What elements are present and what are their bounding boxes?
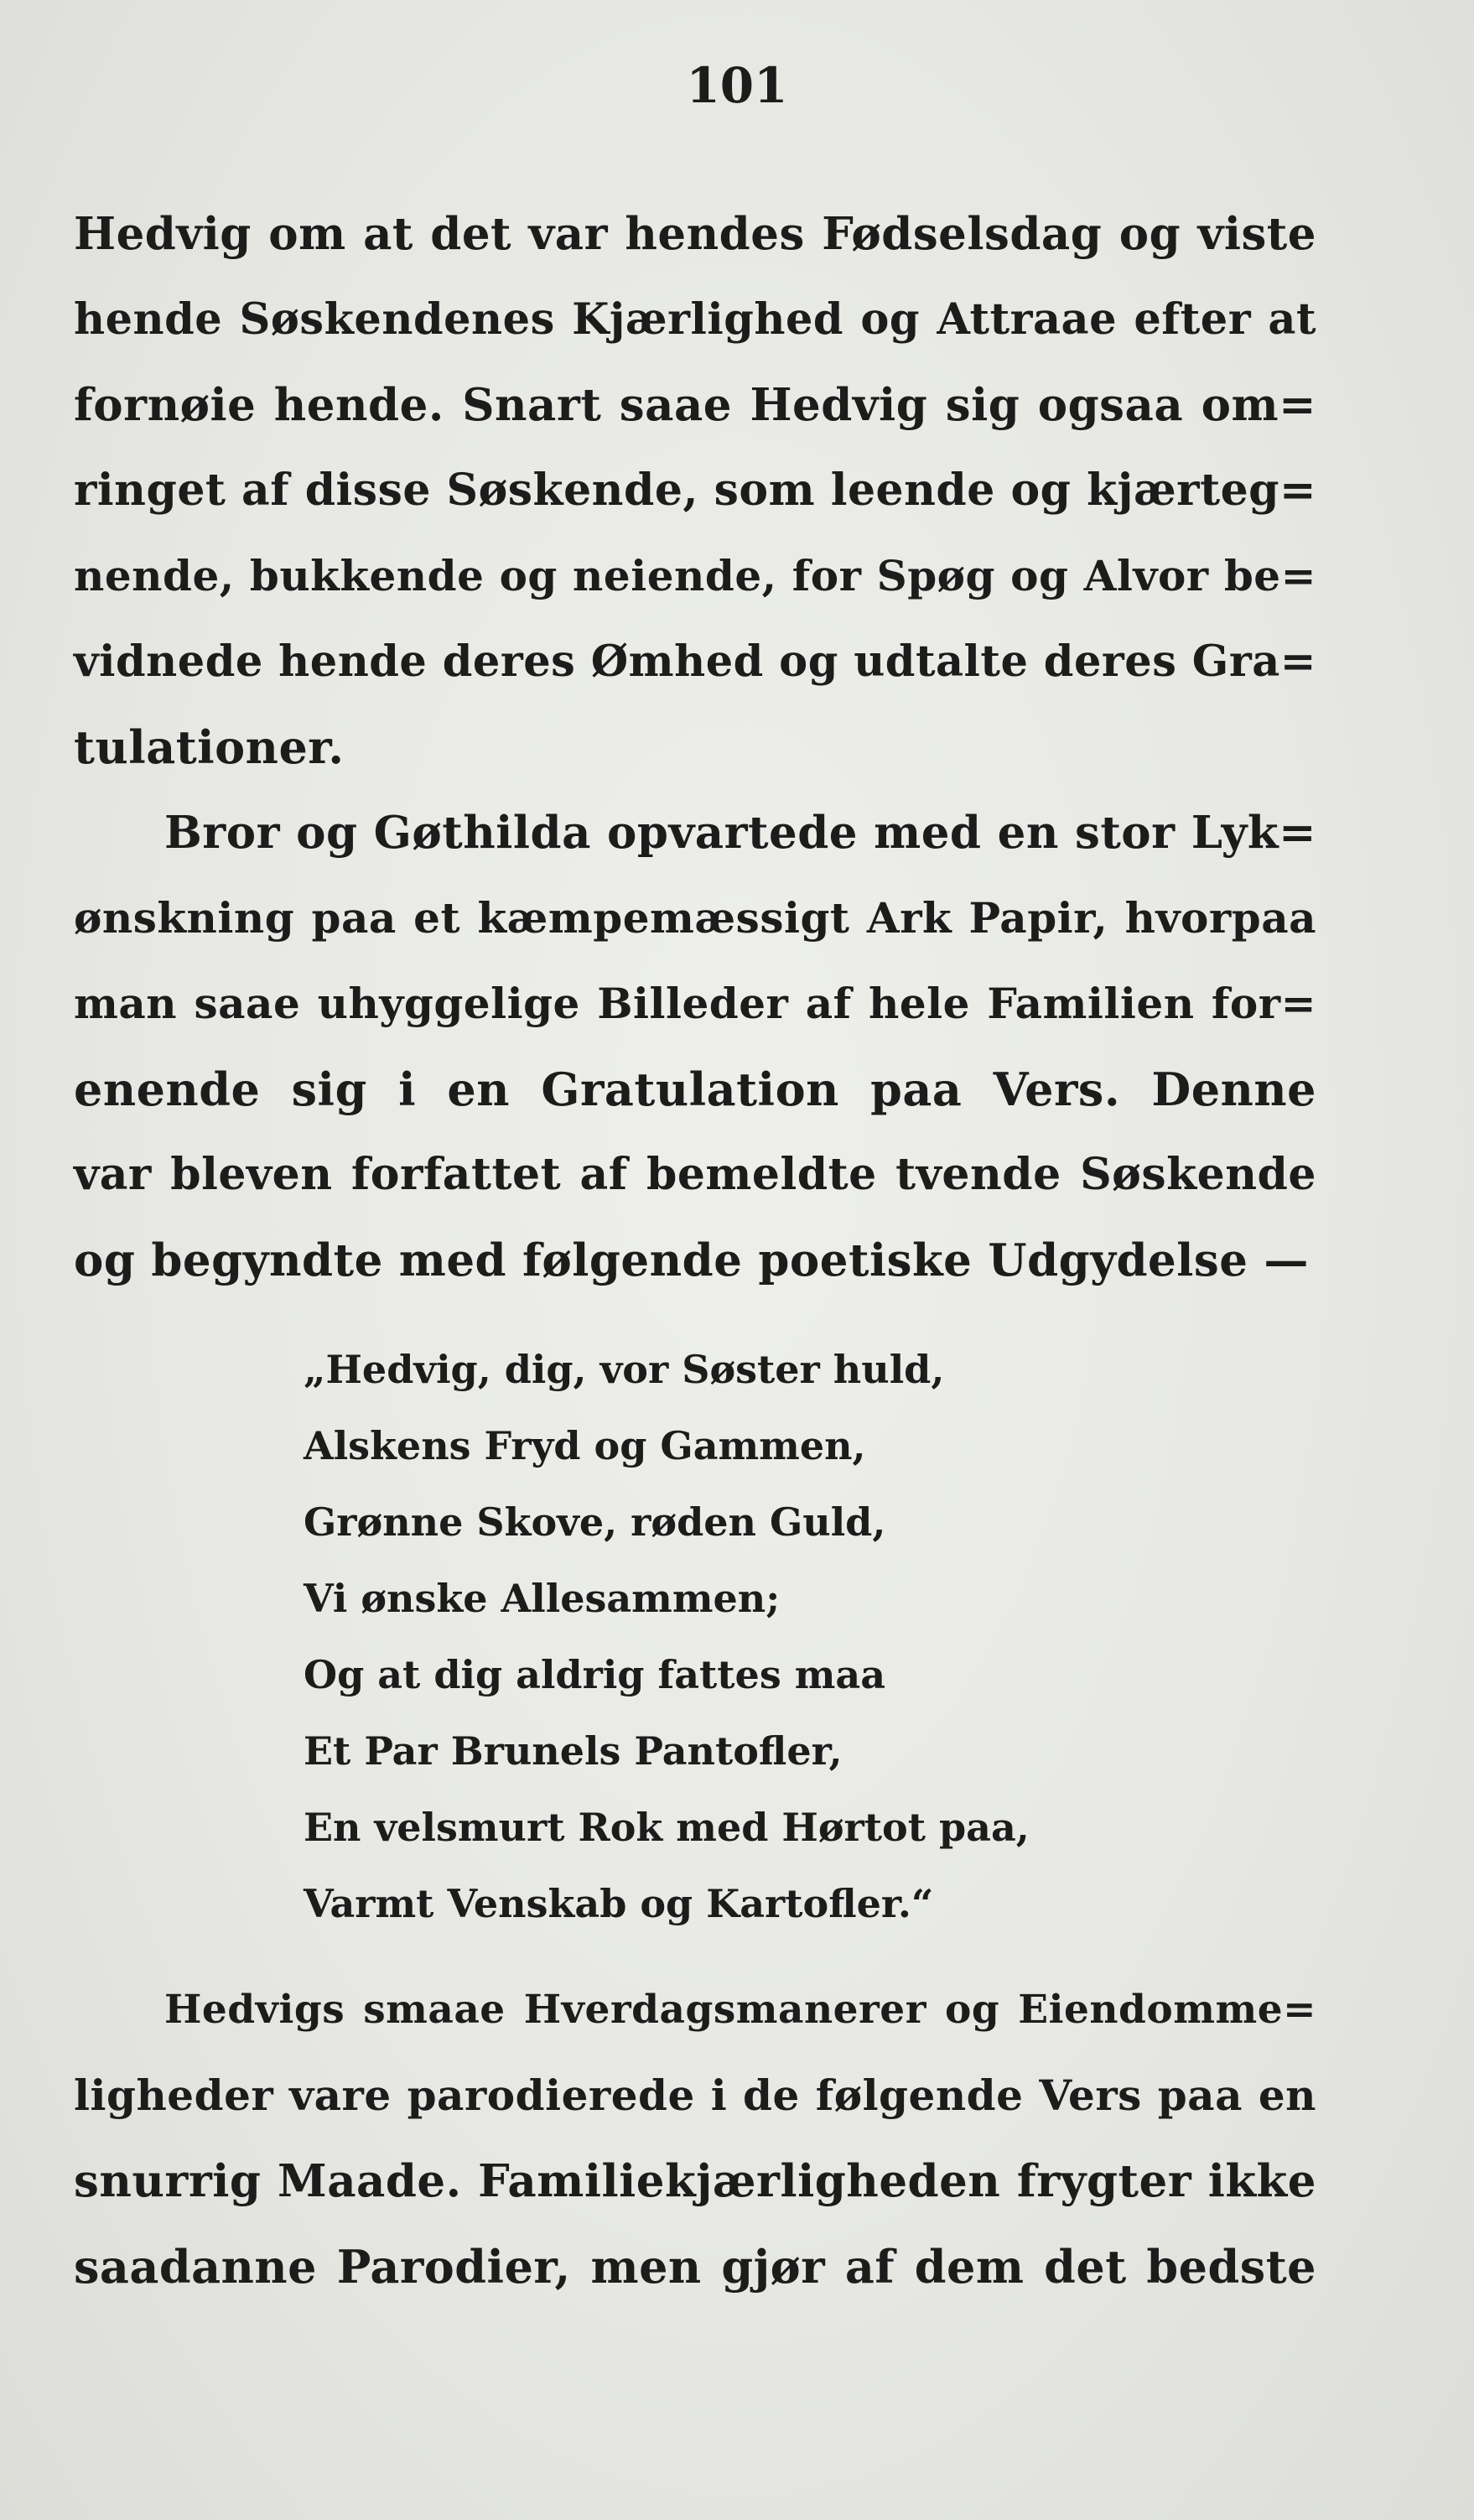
paragraph-3 (74, 1967, 1316, 2310)
text-line: saadanne Parodier, men gjør af dem det bedste (74, 2240, 1316, 2294)
verse-line: Alskens Fryd og Gammen, (304, 1423, 866, 1468)
paragraph-2 (74, 790, 1316, 1303)
verse-line: „Hedvig, dig, vor Søster huld, (304, 1347, 945, 1392)
text-line: Bror og Gøthilda opvartede med en stor Lyk= (164, 807, 1316, 859)
text-line: snurrig Maade. Familiekjærligheden frygter ikke (74, 2155, 1316, 2207)
page-number: 101 (686, 57, 788, 114)
text-line: man saae uhyggelige Billeder af hele Familien for= (74, 979, 1316, 1028)
text-line: var bleven forfattet af bemeldte tvende Søskende (74, 1149, 1316, 1200)
text-line: ønskning paa et kæmpemæssigt Ark Papir, hvorpaa (74, 893, 1316, 943)
verse-line: En velsmurt Rok med Hørtot paa, (304, 1805, 1030, 1850)
verse-line: Grønne Skove, røden Guld, (304, 1499, 886, 1545)
verse-line: Og at dig aldrig fattes maa (304, 1652, 886, 1697)
text-line: enende sig i en Gratulation paa Vers. Denne (74, 1063, 1316, 1116)
text-line: vidnede hende deres Ømhed og udtalte deres Gra= (74, 636, 1316, 687)
text-line: og begyndte med følgende poetiske Udgydelse — (74, 1234, 1309, 1286)
text-line: Hedvigs smaae Hverdagsmanerer og Eiendomme= (164, 1987, 1316, 2033)
text-line: nende, bukkende og neiende, for Spøg og Alvor be= (74, 551, 1316, 600)
text-line: fornøie hende. Snart saae Hedvig sig ogsaa om= (74, 379, 1316, 431)
verse-line: Vi ønske Allesammen; (304, 1576, 781, 1621)
text-line: Hedvig om at det var hendes Fødselsdag og viste (74, 208, 1316, 260)
verse-block (304, 1332, 1310, 1942)
text-line: ligheder vare parodierede i de følgende Vers paa en (74, 2071, 1316, 2120)
text-line: hende Søskendenes Kjærlighed og Attraae efter at (74, 294, 1316, 345)
text-line: ringet af disse Søskende, som leende og kjærteg= (74, 465, 1317, 516)
text-line: tulationer. (74, 720, 345, 774)
verse-line: Et Par Brunels Pantofler, (304, 1728, 843, 1774)
verse-line: Varmt Venskab og Kartofler.“ (304, 1881, 934, 1926)
paragraph-1 (74, 191, 1316, 790)
